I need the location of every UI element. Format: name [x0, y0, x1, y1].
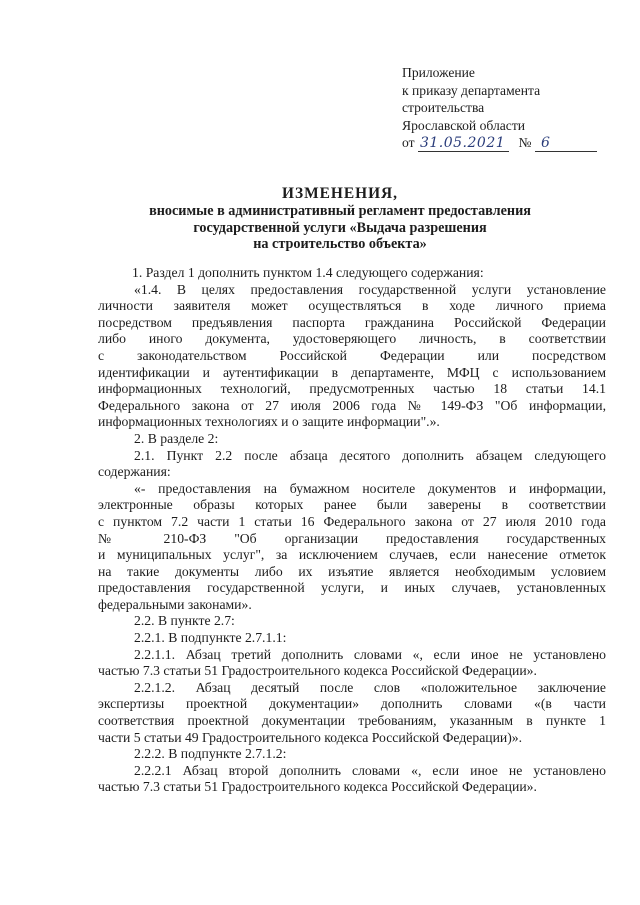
- text-line: личности заявителя может осуществляться в ходе личного приема: [98, 298, 606, 314]
- text-line: посредством предъявления паспорта гражданина Российской Федерации: [98, 314, 606, 330]
- title-line: вносимые в административный регламент предоставления: [149, 202, 531, 219]
- text-line: частью 7.3 статьи 51 Градостроительного кодекса Российской Федерации».: [98, 779, 537, 795]
- order-number: 6: [540, 135, 551, 152]
- text-line: и муниципальных услуг", за исключением случаев, если нанесение отметок: [98, 547, 606, 563]
- appendix-line: к приказу департамента: [402, 82, 541, 98]
- text-line: 2.2.1. В подпункте 2.7.1.1:: [134, 630, 287, 646]
- order-prefix: от: [402, 135, 415, 151]
- text-line: частью 7.3 статьи 51 Градостроительного кодекса Российской Федерации».: [98, 663, 537, 679]
- text-line: с пунктом 7.2 части 1 статьи 16 Федерального закона от 27 июля 2010 года: [98, 513, 606, 529]
- document-body: [98, 265, 606, 796]
- text-line: электронные образы которых ранее были заверены в соответствии: [98, 497, 606, 513]
- order-date: 31.05.2021: [419, 135, 506, 152]
- text-line: предоставления государственной услуги, и иных случаев, установленных: [98, 580, 606, 596]
- text-line: 2.2.2. В подпункте 2.7.1.2:: [134, 746, 287, 762]
- text-line: 2. В разделе 2:: [134, 430, 219, 446]
- text-line: 2.2.2.1 Абзац второй дополнить словами «, если иное не установлено: [134, 762, 606, 778]
- text-line: федеральными законами».: [98, 596, 252, 612]
- title-heading: ИЗМЕНЕНИЯ,: [281, 185, 399, 202]
- appendix-line: строительства: [402, 100, 485, 116]
- text-line: соответствия проектной документации требованиям, указанным в пункте 1: [98, 713, 606, 729]
- text-line: № 210-ФЗ "Об организации предоставления государственных: [98, 530, 606, 546]
- title-line: государственной услуги «Выдача разрешения: [193, 219, 487, 236]
- text-line: содержания:: [98, 464, 171, 480]
- appendix-line: Приложение: [402, 65, 475, 80]
- text-line: 2.2.1.1. Абзац третий дополнить словами «, если иное не установлено: [134, 646, 606, 662]
- text-line: 2.2.1.2. Абзац десятый после слов «положительное заключение: [134, 679, 606, 695]
- text-line: 1. Раздел 1 дополнить пунктом 1.4 следующего содержания:: [132, 265, 484, 280]
- order-number-field: [535, 135, 597, 152]
- order-number-label: №: [518, 135, 532, 151]
- document-title: [60, 186, 620, 253]
- text-line: информационных технологий, предусмотренных частью 18 статьи 14.1: [98, 381, 606, 397]
- text-line: информационных технологиях и о защите информации".».: [98, 414, 440, 430]
- order-reference: [402, 134, 612, 152]
- title-line: на строительство объекта»: [253, 236, 427, 253]
- text-line: либо иного документа, удостоверяющего личность, в соответствии: [98, 331, 606, 347]
- text-line: 2.1. Пункт 2.2 после абзаца десятого дополнить абзацем следующего: [134, 447, 606, 463]
- text-line: «- предоставления на бумажном носителе документов и информации,: [134, 480, 606, 496]
- text-line: «1.4. В целях предоставления государственной услуги установление: [134, 281, 606, 297]
- text-line: экспертизы проектной документации» дополнить словами «(в части: [98, 696, 606, 712]
- text-line: 2.2. В пункте 2.7:: [134, 613, 235, 629]
- text-line: на такие документы либо их изъятие является необходимым условием: [98, 563, 606, 579]
- appendix-line: Ярославской области: [402, 117, 526, 133]
- text-line: с законодательством Российской Федерации или посредством: [98, 347, 606, 363]
- order-date-field: [418, 135, 509, 152]
- text-line: части 5 статьи 49 Градостроительного кодекса Российской Федерации)».: [98, 729, 523, 745]
- appendix-header: [402, 64, 612, 152]
- text-line: Федерального закона от 27 июля 2006 года № 149-ФЗ "Об информации,: [98, 397, 606, 413]
- text-line: идентификации и аутентификации в департаменте, МФЦ с использованием: [98, 364, 606, 380]
